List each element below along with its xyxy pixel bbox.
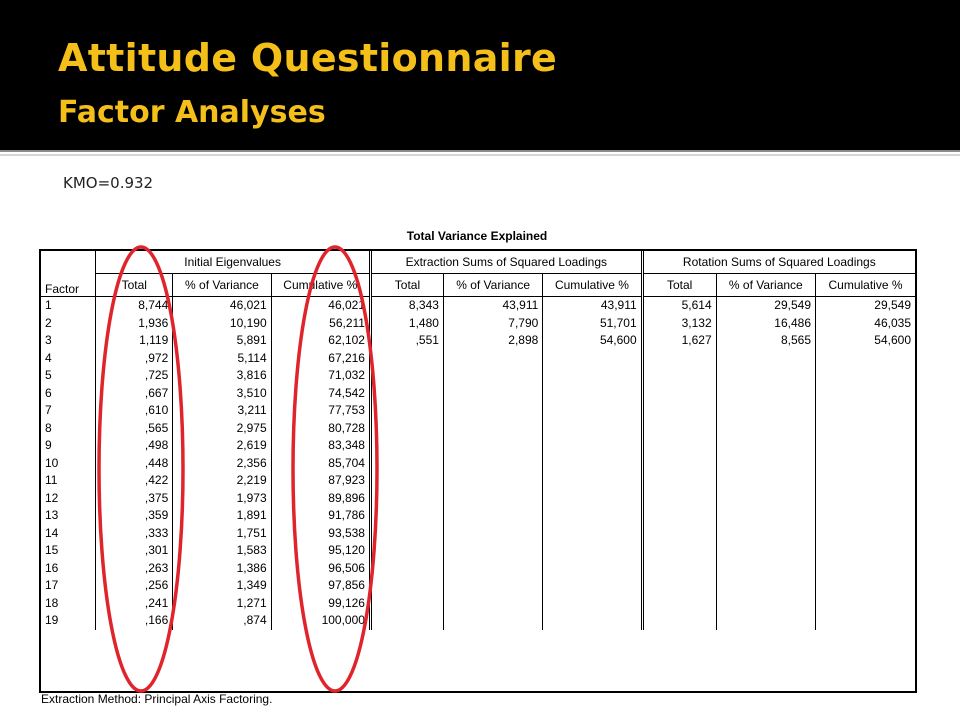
cell-extraction-pct-variance xyxy=(443,577,542,595)
cell-rotation-cumulative xyxy=(816,472,916,490)
cell-rotation-pct-variance xyxy=(716,385,815,403)
cell-rotation-total xyxy=(642,472,716,490)
cell-initial-cumulative: 71,032 xyxy=(271,367,370,385)
cell-initial-pct-variance: 1,271 xyxy=(173,595,271,613)
table-title: Total Variance Explained xyxy=(406,229,548,243)
cell-extraction-cumulative xyxy=(543,455,642,473)
cell-factor: 16 xyxy=(45,560,59,575)
cell-initial-cumulative: 80,728 xyxy=(271,420,370,438)
cell-initial-total: 1,936 xyxy=(96,315,173,333)
cell-rotation-pct-variance xyxy=(716,420,815,438)
cell-initial-total: ,263 xyxy=(96,560,173,578)
cell-rotation-pct-variance xyxy=(716,455,815,473)
cell-initial-cumulative: 62,102 xyxy=(271,332,370,350)
cell-initial-pct-variance: 1,751 xyxy=(173,525,271,543)
table-row xyxy=(41,455,915,473)
cell-extraction-cumulative: 54,600 xyxy=(543,332,642,350)
cell-rotation-pct-variance: 16,486 xyxy=(716,315,815,333)
cell-rotation-total xyxy=(642,507,716,525)
cell-extraction-total xyxy=(370,560,443,578)
cell-initial-pct-variance: 2,619 xyxy=(173,437,271,455)
cell-rotation-cumulative xyxy=(816,595,916,613)
cell-extraction-cumulative: 43,911 xyxy=(543,297,642,315)
cell-initial-total: ,422 xyxy=(96,472,173,490)
variance-table xyxy=(41,251,915,630)
cell-initial-cumulative: 97,856 xyxy=(271,577,370,595)
cell-initial-cumulative: 87,923 xyxy=(271,472,370,490)
cell-extraction-cumulative xyxy=(543,350,642,368)
cell-extraction-total: 1,480 xyxy=(370,315,443,333)
cell-extraction-cumulative: 51,701 xyxy=(543,315,642,333)
cell-extraction-pct-variance xyxy=(443,385,542,403)
cell-initial-pct-variance: 5,114 xyxy=(173,350,271,368)
cell-initial-total: 1,119 xyxy=(96,332,173,350)
cell-initial-total: ,256 xyxy=(96,577,173,595)
table-row xyxy=(41,490,915,508)
cell-extraction-total xyxy=(370,402,443,420)
cell-initial-total: ,301 xyxy=(96,542,173,560)
cell-extraction-cumulative xyxy=(543,525,642,543)
factor-column-header: Factor xyxy=(41,251,96,297)
cell-initial-total: ,333 xyxy=(96,525,173,543)
table-row xyxy=(41,385,915,403)
cell-extraction-pct-variance xyxy=(443,402,542,420)
cell-rotation-pct-variance xyxy=(716,472,815,490)
group-header-rotation: Rotation Sums of Squared Loadings xyxy=(642,251,915,274)
cell-rotation-pct-variance xyxy=(716,507,815,525)
cell-extraction-pct-variance xyxy=(443,490,542,508)
cell-initial-pct-variance: 3,510 xyxy=(173,385,271,403)
cell-initial-cumulative: 99,126 xyxy=(271,595,370,613)
cell-extraction-cumulative xyxy=(543,472,642,490)
cell-extraction-total xyxy=(370,472,443,490)
cell-rotation-total xyxy=(642,612,716,630)
cell-initial-cumulative: 74,542 xyxy=(271,385,370,403)
cell-rotation-cumulative xyxy=(816,367,916,385)
cell-initial-pct-variance: 10,190 xyxy=(173,315,271,333)
cell-extraction-cumulative xyxy=(543,490,642,508)
col-header-pct-variance: % of Variance xyxy=(173,274,271,297)
cell-initial-total: ,241 xyxy=(96,595,173,613)
cell-rotation-cumulative xyxy=(816,560,916,578)
cell-rotation-cumulative: 54,600 xyxy=(816,332,916,350)
cell-factor: 14 xyxy=(45,525,59,540)
cell-extraction-cumulative xyxy=(543,560,642,578)
cell-extraction-cumulative xyxy=(543,385,642,403)
cell-extraction-pct-variance xyxy=(443,507,542,525)
cell-extraction-total xyxy=(370,542,443,560)
cell-extraction-pct-variance: 7,790 xyxy=(443,315,542,333)
table-row xyxy=(41,350,915,368)
cell-factor: 8 xyxy=(45,420,52,435)
cell-rotation-cumulative xyxy=(816,402,916,420)
cell-extraction-pct-variance xyxy=(443,420,542,438)
col-header-cumulative: Cumulative % xyxy=(543,274,642,297)
cell-initial-pct-variance: ,874 xyxy=(173,612,271,630)
cell-initial-cumulative: 77,753 xyxy=(271,402,370,420)
cell-rotation-cumulative xyxy=(816,385,916,403)
cell-rotation-pct-variance xyxy=(716,437,815,455)
cell-extraction-total xyxy=(370,437,443,455)
cell-rotation-cumulative xyxy=(816,455,916,473)
cell-factor: 13 xyxy=(45,508,59,522)
table-row xyxy=(41,525,915,543)
cell-rotation-pct-variance xyxy=(716,560,815,578)
cell-factor: 19 xyxy=(45,613,59,627)
table-row xyxy=(41,542,915,560)
cell-rotation-total xyxy=(642,595,716,613)
cell-factor: 3 xyxy=(45,333,52,347)
cell-rotation-pct-variance xyxy=(716,490,815,508)
cell-initial-total: ,166 xyxy=(96,612,173,630)
cell-initial-pct-variance: 5,891 xyxy=(173,332,271,350)
cell-factor: 1 xyxy=(45,298,52,312)
table-row xyxy=(41,332,915,350)
slide-title: Attitude Questionnaire xyxy=(58,36,558,80)
cell-extraction-pct-variance xyxy=(443,612,542,630)
cell-rotation-total: 1,627 xyxy=(642,332,716,350)
cell-rotation-total xyxy=(642,490,716,508)
cell-initial-total: ,725 xyxy=(96,367,173,385)
cell-extraction-pct-variance: 2,898 xyxy=(443,332,542,350)
cell-factor: 2 xyxy=(45,315,52,330)
cell-initial-pct-variance: 1,386 xyxy=(173,560,271,578)
cell-extraction-total: ,551 xyxy=(370,332,443,350)
cell-initial-total: 8,744 xyxy=(96,297,173,315)
cell-initial-cumulative: 93,538 xyxy=(271,525,370,543)
cell-rotation-pct-variance xyxy=(716,577,815,595)
table-row xyxy=(41,402,915,420)
cell-factor: 17 xyxy=(45,578,59,592)
cell-extraction-total xyxy=(370,420,443,438)
cell-initial-total: ,667 xyxy=(96,385,173,403)
cell-extraction-pct-variance xyxy=(443,542,542,560)
cell-rotation-pct-variance xyxy=(716,542,815,560)
cell-factor: 10 xyxy=(45,455,59,470)
cell-rotation-cumulative xyxy=(816,507,916,525)
cell-rotation-cumulative xyxy=(816,350,916,368)
cell-factor: 18 xyxy=(45,595,59,610)
cell-rotation-total xyxy=(642,402,716,420)
cell-extraction-cumulative xyxy=(543,367,642,385)
cell-rotation-total xyxy=(642,367,716,385)
cell-rotation-cumulative xyxy=(816,420,916,438)
cell-extraction-pct-variance xyxy=(443,455,542,473)
cell-initial-cumulative: 96,506 xyxy=(271,560,370,578)
table-row xyxy=(41,315,915,333)
cell-initial-pct-variance: 3,816 xyxy=(173,367,271,385)
cell-rotation-total xyxy=(642,420,716,438)
cell-rotation-pct-variance xyxy=(716,367,815,385)
kmo-value: KMO=0.932 xyxy=(63,174,154,192)
cell-initial-total: ,565 xyxy=(96,420,173,438)
table-body xyxy=(41,297,915,630)
cell-extraction-total xyxy=(370,490,443,508)
cell-initial-pct-variance: 1,583 xyxy=(173,542,271,560)
cell-extraction-pct-variance xyxy=(443,367,542,385)
cell-rotation-pct-variance xyxy=(716,595,815,613)
cell-extraction-total xyxy=(370,577,443,595)
cell-rotation-total xyxy=(642,437,716,455)
cell-extraction-total xyxy=(370,507,443,525)
cell-initial-pct-variance: 1,349 xyxy=(173,577,271,595)
cell-initial-pct-variance: 3,211 xyxy=(173,402,271,420)
cell-extraction-cumulative xyxy=(543,595,642,613)
cell-extraction-total xyxy=(370,612,443,630)
cell-factor: 5 xyxy=(45,368,52,382)
cell-rotation-pct-variance: 8,565 xyxy=(716,332,815,350)
cell-extraction-cumulative xyxy=(543,507,642,525)
cell-initial-total: ,972 xyxy=(96,350,173,368)
cell-initial-pct-variance: 1,891 xyxy=(173,507,271,525)
cell-rotation-pct-variance xyxy=(716,612,815,630)
cell-extraction-pct-variance xyxy=(443,350,542,368)
cell-initial-pct-variance: 1,973 xyxy=(173,490,271,508)
col-header-cumulative: Cumulative % xyxy=(271,274,370,297)
cell-extraction-pct-variance xyxy=(443,595,542,613)
cell-rotation-cumulative xyxy=(816,612,916,630)
cell-initial-total: ,610 xyxy=(96,402,173,420)
cell-rotation-pct-variance xyxy=(716,525,815,543)
cell-rotation-cumulative: 46,035 xyxy=(816,315,916,333)
cell-rotation-total: 3,132 xyxy=(642,315,716,333)
cell-rotation-total xyxy=(642,560,716,578)
cell-initial-pct-variance: 2,219 xyxy=(173,472,271,490)
cell-extraction-total xyxy=(370,350,443,368)
cell-extraction-cumulative xyxy=(543,612,642,630)
cell-initial-cumulative: 56,211 xyxy=(271,315,370,333)
cell-factor: 12 xyxy=(45,490,59,505)
cell-factor: 15 xyxy=(45,543,59,557)
cell-rotation-pct-variance xyxy=(716,350,815,368)
cell-extraction-total xyxy=(370,525,443,543)
cell-extraction-pct-variance xyxy=(443,437,542,455)
cell-initial-cumulative: 91,786 xyxy=(271,507,370,525)
table-row xyxy=(41,507,915,525)
cell-factor: 6 xyxy=(45,385,52,400)
table-row xyxy=(41,437,915,455)
cell-extraction-total: 8,343 xyxy=(370,297,443,315)
col-header-total: Total xyxy=(370,274,443,297)
col-header-total: Total xyxy=(96,274,173,297)
cell-rotation-total: 5,614 xyxy=(642,297,716,315)
cell-extraction-total xyxy=(370,367,443,385)
cell-extraction-total xyxy=(370,595,443,613)
cell-rotation-total xyxy=(642,350,716,368)
cell-factor: 9 xyxy=(45,438,52,452)
cell-rotation-total xyxy=(642,577,716,595)
cell-initial-pct-variance: 2,356 xyxy=(173,455,271,473)
cell-initial-total: ,375 xyxy=(96,490,173,508)
cell-extraction-cumulative xyxy=(543,420,642,438)
cell-rotation-cumulative xyxy=(816,525,916,543)
cell-initial-cumulative: 46,021 xyxy=(271,297,370,315)
header-divider-light xyxy=(0,154,960,156)
cell-initial-pct-variance: 46,021 xyxy=(173,297,271,315)
cell-rotation-total xyxy=(642,525,716,543)
cell-extraction-pct-variance xyxy=(443,525,542,543)
cell-rotation-total xyxy=(642,455,716,473)
cell-initial-cumulative: 85,704 xyxy=(271,455,370,473)
group-header-extraction: Extraction Sums of Squared Loadings xyxy=(370,251,642,274)
table-row xyxy=(41,420,915,438)
cell-initial-cumulative: 89,896 xyxy=(271,490,370,508)
cell-initial-cumulative: 95,120 xyxy=(271,542,370,560)
cell-initial-total: ,498 xyxy=(96,437,173,455)
cell-rotation-total xyxy=(642,385,716,403)
cell-factor: 7 xyxy=(45,403,52,417)
cell-extraction-total xyxy=(370,455,443,473)
table-footnote: Extraction Method: Principal Axis Factoring. xyxy=(41,692,273,706)
cell-rotation-total xyxy=(642,542,716,560)
cell-rotation-cumulative xyxy=(816,490,916,508)
cell-initial-total: ,359 xyxy=(96,507,173,525)
cell-extraction-pct-variance xyxy=(443,560,542,578)
cell-initial-total: ,448 xyxy=(96,455,173,473)
cell-extraction-cumulative xyxy=(543,577,642,595)
cell-rotation-pct-variance xyxy=(716,402,815,420)
cell-rotation-cumulative xyxy=(816,577,916,595)
cell-extraction-pct-variance xyxy=(443,472,542,490)
table-row xyxy=(41,297,915,315)
col-header-cumulative: Cumulative % xyxy=(816,274,916,297)
cell-initial-cumulative: 67,216 xyxy=(271,350,370,368)
cell-extraction-cumulative xyxy=(543,542,642,560)
cell-factor: 4 xyxy=(45,350,52,365)
cell-initial-cumulative: 100,000 xyxy=(271,612,370,630)
cell-initial-pct-variance: 2,975 xyxy=(173,420,271,438)
header-divider xyxy=(0,150,960,152)
cell-rotation-cumulative: 29,549 xyxy=(816,297,916,315)
table-row xyxy=(41,612,915,630)
col-header-pct-variance: % of Variance xyxy=(716,274,815,297)
cell-rotation-pct-variance: 29,549 xyxy=(716,297,815,315)
table-row xyxy=(41,577,915,595)
col-header-total: Total xyxy=(642,274,716,297)
table-row xyxy=(41,595,915,613)
cell-rotation-cumulative xyxy=(816,437,916,455)
table-row xyxy=(41,367,915,385)
cell-rotation-cumulative xyxy=(816,542,916,560)
group-header-initial: Initial Eigenvalues xyxy=(96,251,371,274)
cell-extraction-pct-variance: 43,911 xyxy=(443,297,542,315)
cell-factor: 11 xyxy=(45,473,58,487)
cell-extraction-total xyxy=(370,385,443,403)
slide-subtitle: Factor Analyses xyxy=(58,95,326,130)
table-row xyxy=(41,560,915,578)
cell-extraction-cumulative xyxy=(543,437,642,455)
table-row xyxy=(41,472,915,490)
cell-initial-cumulative: 83,348 xyxy=(271,437,370,455)
col-header-pct-variance: % of Variance xyxy=(443,274,542,297)
cell-extraction-cumulative xyxy=(543,402,642,420)
